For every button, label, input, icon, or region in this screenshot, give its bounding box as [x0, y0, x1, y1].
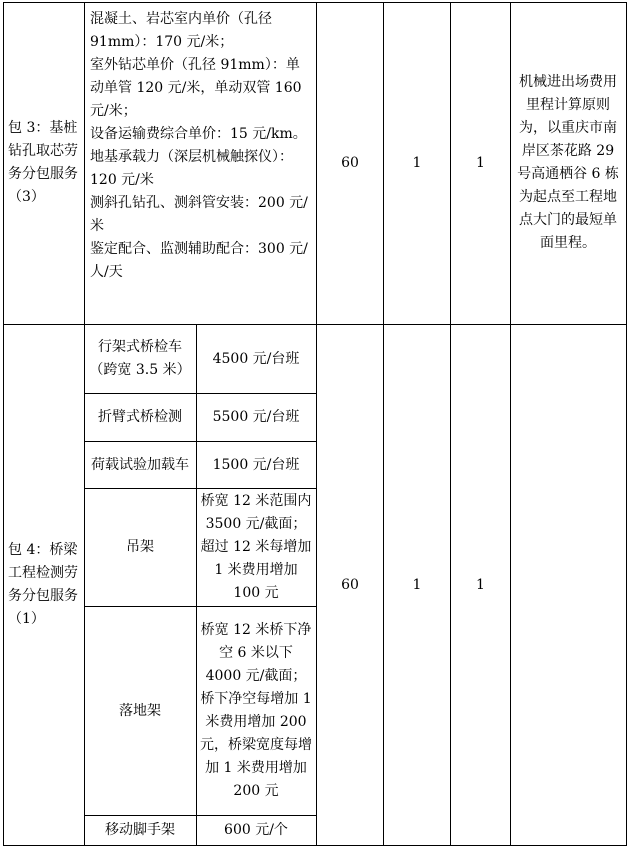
pkg4-item-price: 桥宽 12 米桥下净空 6 米以下 4000 元/截面；桥下净空每增加 1 米费用增加 200 元，桥梁宽度每增加 1 米费用增加 200 元: [200, 622, 312, 799]
pkg3-details-cell: [90, 8, 312, 284]
table-border-right: [626, 2, 627, 846]
pkg4-item-name-cell: [88, 325, 192, 393]
pkg4-item-price: 5500 元/台班: [212, 409, 300, 425]
pkg3-name: 包 3：基桩钻孔取芯劳务分包服务（3）: [8, 120, 78, 205]
pkg3-detail-line: 室外钻芯单价（孔径 91mm）：单动单管 120 元/米，单动双管 160 元/米；: [90, 57, 302, 119]
pkg3-col-c: 1: [476, 154, 485, 171]
pkg3-detail-line: 鉴定配合、监测辅助配合：300 元/人/天: [90, 241, 308, 280]
pkg4-item-name-cell: [88, 442, 192, 488]
pkg4-item-price: 桥宽 12 米范围内 3500 元/截面；超过 12 米每增加 1 米费用增加 100 元: [200, 493, 312, 601]
table-border-left: [3, 2, 4, 846]
pkg4-item-name: 落地架: [119, 702, 161, 719]
pkg3-detail-line: 设备运输费综合单价：15 元/km。: [90, 126, 307, 142]
pkg3-name-cell: [8, 2, 80, 324]
subcol-divider: [196, 324, 197, 846]
pkg4-item-name-cell: [88, 607, 192, 815]
pkg4-col-b-cell: [384, 325, 450, 845]
pkg3-col-a-cell: [317, 2, 383, 324]
pkg3-note: 机械进出场费用里程计算原则为，以重庆市南岸区茶花路 29 号高通栖谷 6 栋为起点至工程地点大门的最短单面里程。: [517, 74, 619, 251]
pkg4-item-price-cell: [200, 607, 312, 815]
pkg4-item-name: 吊架: [126, 539, 154, 555]
pkg4-col-c: 1: [476, 576, 485, 593]
pkg3-col-c-cell: [451, 2, 510, 324]
pkg4-item-price-cell: [199, 442, 313, 488]
pkg4-item-price: 4500 元/台班: [212, 350, 300, 367]
col-divider: [84, 2, 85, 846]
pkg4-item-name: 行架式桥检车（跨宽 3.5 米）: [89, 339, 191, 378]
pkg4-name: 包 4：桥梁工程检测劳务分包服务（1）: [8, 542, 78, 627]
pkg4-item-name: 移动脚手架: [105, 822, 175, 838]
pkg3-col-a: 60: [341, 154, 359, 171]
col-divider: [510, 2, 511, 846]
pkg4-item-price: 1500 元/台班: [212, 456, 300, 473]
pkg3-col-b-cell: [384, 2, 450, 324]
pkg4-col-b: 1: [412, 576, 422, 593]
pkg3-col-b: 1: [412, 154, 422, 171]
pkg3-detail-line: 测斜孔钻孔、测斜管安装：200 元/米: [90, 195, 308, 234]
pkg4-item-name-cell: [88, 394, 192, 441]
pkg4-item-name-cell: [88, 489, 192, 606]
pkg3-detail-line: 地基承载力（深层机械触探仪）：120 元/米: [90, 149, 293, 188]
pkg4-col-a-cell: [317, 325, 383, 845]
pkg4-item-price-cell: [199, 325, 313, 393]
pkg4-item-price-cell: [199, 816, 313, 845]
pkg3-note-cell: [513, 2, 623, 324]
table-border-bottom: [3, 845, 627, 846]
pkg4-item-price: 600 元/个: [224, 822, 288, 838]
pkg4-col-c-cell: [451, 325, 510, 845]
pkg3-detail-line: 混凝土、岩芯室内单价（孔径 91mm）：170 元/米；: [90, 11, 272, 50]
pkg4-item-price-cell: [199, 394, 313, 441]
pkg4-item-name: 折臂式桥检测: [98, 409, 182, 425]
pkg4-item-price-cell: [200, 489, 312, 606]
pkg4-name-cell: [8, 325, 80, 845]
pkg4-item-name-cell: [88, 816, 192, 845]
pkg4-col-a: 60: [341, 576, 359, 593]
pkg4-item-name: 荷载试验加载车: [91, 456, 189, 473]
